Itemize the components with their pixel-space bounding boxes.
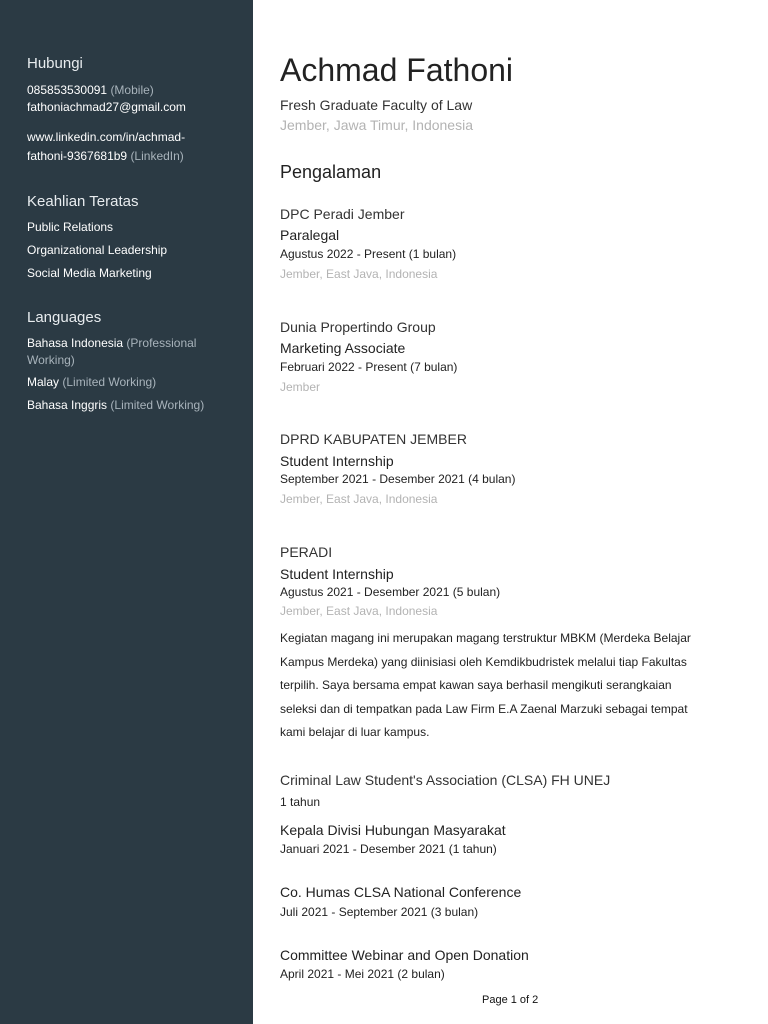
profile-name: Achmad Fathoni: [280, 52, 514, 88]
experience-company: DPRD KABUPATEN JEMBER: [280, 431, 467, 447]
contact-heading: Hubungi: [27, 55, 83, 72]
experience-dates: Agustus 2022 - Present (1 bulan): [280, 247, 457, 261]
sidebar: [0, 0, 253, 1024]
skills-heading: Keahlian Teratas: [27, 193, 139, 210]
description-line: kami belajar di luar kampus.: [280, 725, 430, 739]
section-title: Pengalaman: [280, 162, 382, 182]
language-level: (Limited Working): [110, 398, 205, 412]
profile-headline: Fresh Graduate Faculty of Law: [280, 97, 473, 113]
experience-role: Marketing Associate: [280, 340, 406, 356]
linkedin-label: (LinkedIn): [130, 149, 184, 163]
experience-company: Dunia Propertindo Group: [280, 319, 436, 335]
experience-role: Kepala Divisi Hubungan Masyarakat: [280, 822, 506, 838]
page-number: Page 1 of 2: [482, 994, 539, 1006]
language-level-cont: Working): [27, 353, 75, 367]
experience-dates: Juli 2021 - September 2021 (3 bulan): [280, 905, 479, 919]
language-name: Bahasa Inggris: [27, 398, 108, 412]
experience-description: [280, 627, 740, 745]
language-level: (Professional: [126, 336, 197, 350]
experience-place: Jember, East Java, Indonesia: [280, 492, 438, 506]
language-item: [27, 374, 232, 391]
linkedin-url-part[interactable]: fathoni-9367681b9: [27, 149, 128, 163]
experience-role: Student Internship: [280, 566, 394, 582]
experience-place: Jember, East Java, Indonesia: [280, 267, 438, 281]
email[interactable]: fathoniachmad27@gmail.com: [27, 100, 186, 114]
languages-heading: Languages: [27, 309, 102, 326]
description-line: Kegiatan magang ini merupakan magang terstruktur MBKM (Merdeka Belajar: [280, 631, 691, 645]
experience-duration: 1 tahun: [280, 795, 321, 809]
experience-place: Jember: [280, 380, 321, 394]
experience-dates: April 2021 - Mei 2021 (2 bulan): [280, 967, 445, 981]
skill-item: Organizational Leadership: [27, 243, 168, 257]
description-line: Kampus Merdeka) yang diinisiasi oleh Kemdikbudristek melalui tiap Fakultas: [280, 654, 687, 669]
phone-label: (Mobile): [110, 83, 154, 97]
experience-company: PERADI: [280, 544, 333, 560]
description-line: seleksi dan di tempatkan pada Law Firm E.A Zaenal Marzuki sebagai tempat: [280, 701, 688, 716]
linkedin-line-2[interactable]: [27, 148, 232, 165]
experience-dates: Februari 2022 - Present (7 bulan): [280, 360, 458, 374]
phone-line: [27, 82, 232, 99]
experience-place: Jember, East Java, Indonesia: [280, 604, 438, 618]
experience-company: DPC Peradi Jember: [280, 206, 405, 222]
description-line: terpilih. Saya bersama empat kawan saya berhasil mengikuti serangkaian: [280, 678, 672, 692]
experience-role: Student Internship: [280, 453, 394, 469]
main-content: [253, 0, 768, 1024]
skill-item: Social Media Marketing: [27, 266, 152, 280]
linkedin-line-1[interactable]: www.linkedin.com/in/achmad-: [27, 130, 186, 144]
language-level: (Limited Working): [62, 375, 157, 389]
experience-role: Co. Humas CLSA National Conference: [280, 884, 522, 900]
phone-number: 085853530091: [27, 83, 108, 97]
experience-role: Paralegal: [280, 227, 340, 243]
language-name: Malay: [27, 375, 60, 389]
experience-company: Criminal Law Student's Association (CLSA) FH UNEJ: [280, 772, 611, 788]
language-item: [27, 397, 232, 414]
language-item: [27, 335, 232, 352]
experience-role: Committee Webinar and Open Donation: [280, 947, 529, 963]
skill-item: Public Relations: [27, 220, 114, 234]
profile-location: Jember, Jawa Timur, Indonesia: [280, 117, 473, 133]
experience-dates: Agustus 2021 - Desember 2021 (5 bulan): [280, 585, 501, 599]
experience-dates: Januari 2021 - Desember 2021 (1 tahun): [280, 842, 497, 856]
experience-dates: September 2021 - Desember 2021 (4 bulan): [280, 472, 516, 486]
language-name: Bahasa Indonesia: [27, 336, 124, 350]
